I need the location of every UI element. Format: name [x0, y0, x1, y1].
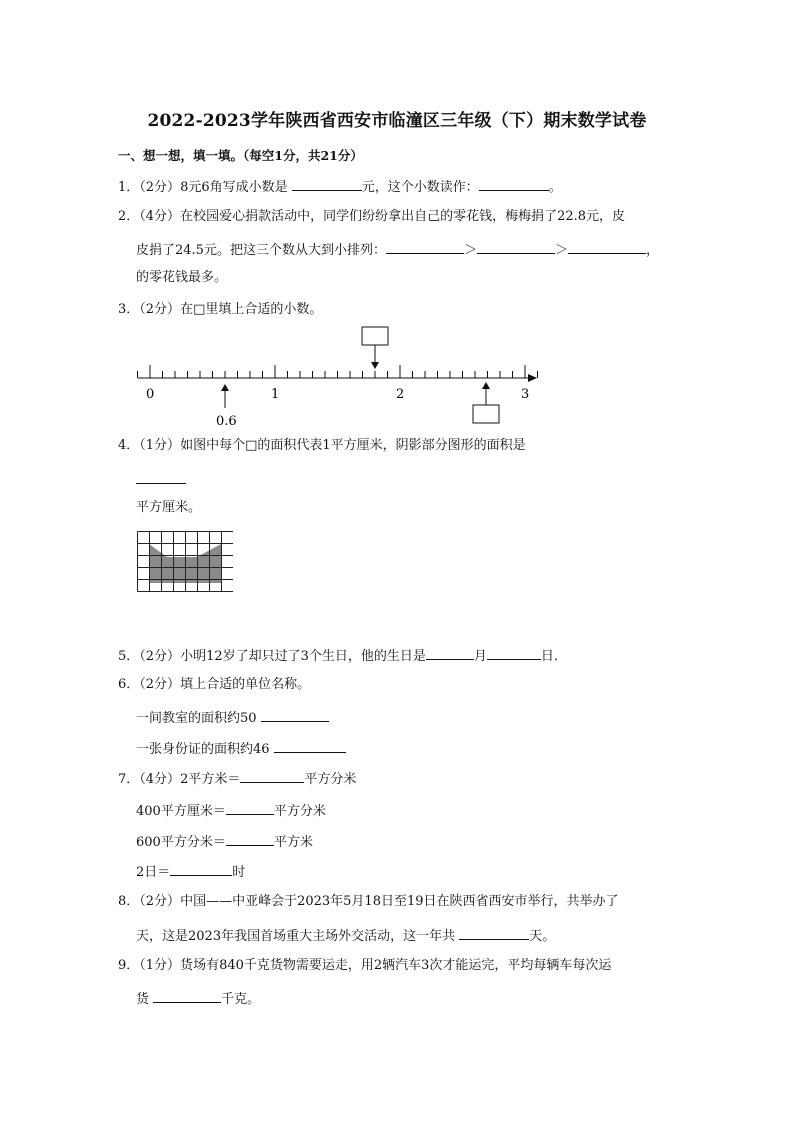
page-title: 2022-2023学年陕西省西安市临潼区三年级（下）期末数学试卷: [147, 111, 647, 131]
number-line: [138, 365, 538, 402]
answer-blank[interactable]: [170, 862, 232, 876]
answer-blank[interactable]: [240, 769, 304, 783]
arrow-head-icon: [482, 382, 490, 389]
answer-blank[interactable]: [226, 801, 274, 815]
tick-label: 3: [521, 387, 530, 402]
question-7: 7．（4分）2平方米＝ 平方分米: [118, 769, 356, 788]
question-2-line-3: 的零花钱最多。: [136, 270, 228, 285]
answer-blank[interactable]: [261, 708, 329, 722]
label-0-6: 0.6: [216, 414, 237, 429]
answer-blank[interactable]: [426, 646, 474, 660]
answer-blank[interactable]: [226, 832, 274, 846]
question-2-line-1: 2．（4分）在校园爱心捐款活动中，同学们纷纷拿出自己的零花钱，梅梅捐了22.8元，皮: [118, 209, 626, 224]
question-6: 6．（2分）填上合适的单位名称。: [118, 677, 311, 692]
question-9-line-1: 9．（1分）货场有840千克货物需要运走，用2辆汽车3次才能运完，平均每辆车每次运: [118, 958, 612, 973]
axis-arrow-icon: [528, 374, 537, 382]
question-7-line-3: 600平方分米＝ 平方米: [136, 832, 313, 851]
question-2-line-2: 皮捐了24.5元。把这三个数从大到小排列： ＞ ＞ ，: [136, 240, 659, 259]
question-8-line-1: 8．（2分）中国——中亚峰会于2023年5月18日至19日在陕西省西安市举行，共举办了: [118, 894, 619, 909]
question-5: 5．（2分）小明12岁了却只过了3个生日，他的生日是 月 日．: [118, 646, 567, 665]
number-line-figure: [0, 0, 794, 440]
question-1: 1．（2分）8元6角写成小数是 元，这个小数读作： 。: [118, 177, 562, 196]
question-3: 3．（2分）在□里填上合适的小数。: [118, 302, 323, 317]
answer-blank[interactable]: [459, 926, 529, 940]
question-9-line-2: 货 千克。: [136, 989, 260, 1008]
tick-label: 0: [146, 387, 155, 402]
answer-blank[interactable]: [153, 989, 221, 1003]
tick-label: 1: [271, 387, 280, 402]
tick-label: 2: [396, 387, 405, 402]
section-heading: 一、想一想，填一填。（每空1分，共21分）: [118, 148, 363, 163]
question-8-line-2: 天，这是2023年我国首场重大主场外交活动，这一年共 天。: [136, 926, 555, 945]
arrow-head-icon: [371, 362, 379, 369]
arrow-head-icon: [221, 384, 229, 391]
grid-figure: [137, 531, 233, 595]
answer-box-bottom[interactable]: [473, 405, 499, 423]
question-6-line-1: 一间教室的面积约50: [136, 708, 329, 727]
question-7-line-4: 2日＝ 时: [136, 862, 245, 881]
question-4-unit: 平方厘米。: [136, 500, 202, 515]
answer-blank[interactable]: [487, 646, 541, 660]
question-4: 4．（1分）如图中每个□的面积代表1平方厘米，阴影部分图形的面积是: [118, 438, 526, 453]
question-7-line-2: 400平方厘米＝ 平方分米: [136, 801, 326, 820]
answer-box-top[interactable]: [362, 327, 388, 345]
answer-blank[interactable]: [136, 470, 186, 484]
question-6-line-2: 一张身份证的面积约46: [136, 739, 346, 758]
answer-blank[interactable]: [274, 739, 346, 753]
